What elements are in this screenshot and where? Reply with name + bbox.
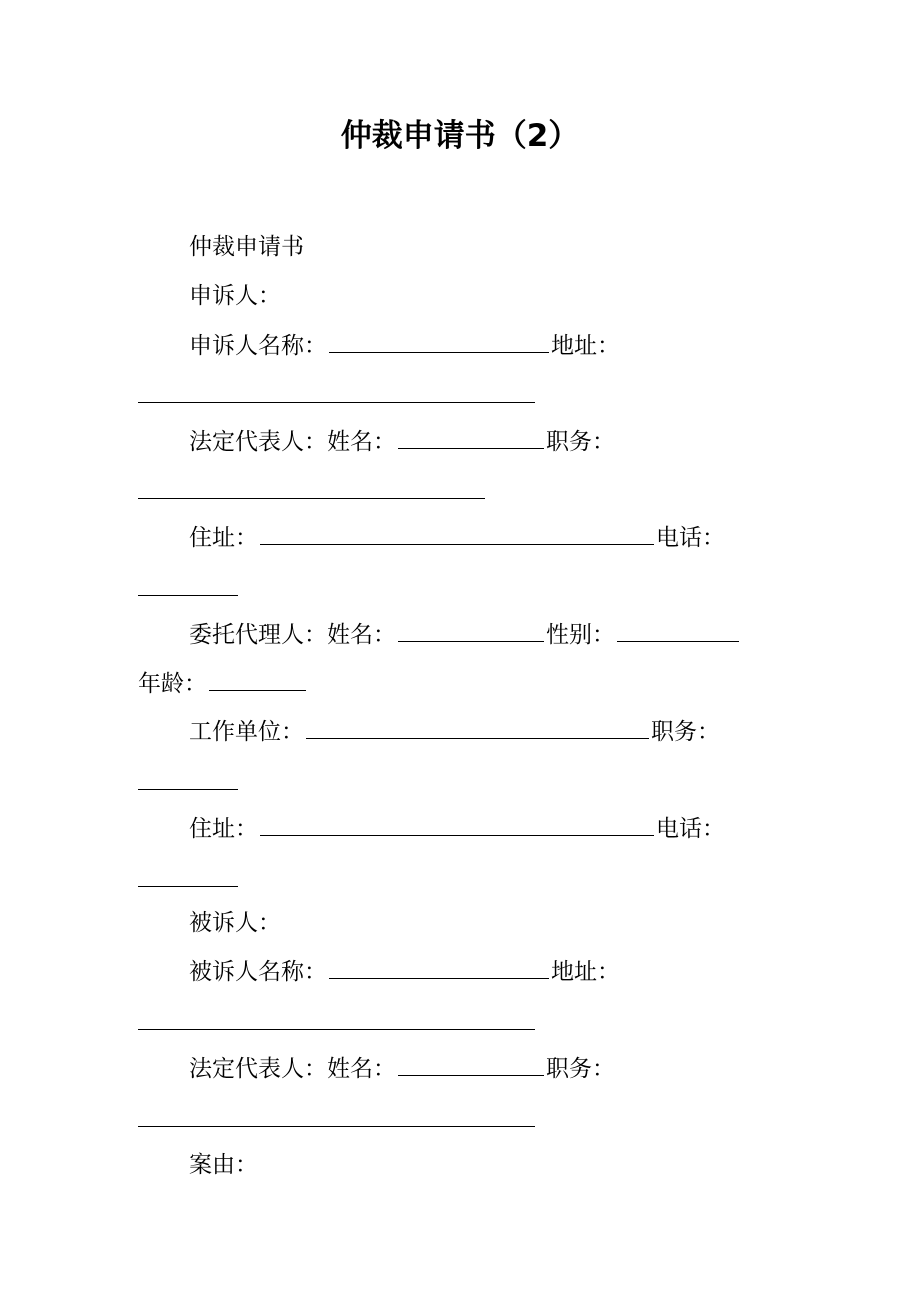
- residence2-label: 住址：: [189, 816, 258, 842]
- residence-row: [189, 522, 725, 553]
- agent-row: [189, 619, 741, 650]
- address-blank[interactable]: [138, 402, 535, 403]
- gender-label: 性别：: [546, 622, 615, 648]
- phone-blank[interactable]: [138, 595, 238, 596]
- workplace-row: [189, 716, 720, 747]
- legal-rep-name-blank[interactable]: [398, 426, 544, 449]
- position2-blank[interactable]: [138, 789, 238, 790]
- heading-text: 仲裁申请书: [189, 234, 304, 260]
- residence2-row: [189, 813, 725, 844]
- workplace-label: 工作单位：: [189, 719, 304, 745]
- residence-blank[interactable]: [260, 522, 654, 545]
- workplace-blank[interactable]: [306, 716, 649, 739]
- complainant-name-label: 申诉人名称：: [189, 333, 327, 359]
- position2-label: 职务：: [651, 719, 720, 745]
- position-label: 职务：: [546, 429, 615, 455]
- respondent-name-row: [189, 956, 620, 987]
- agent-name-blank[interactable]: [398, 619, 544, 642]
- legal-rep2-name-blank[interactable]: [398, 1053, 544, 1076]
- address2-label: 地址：: [551, 959, 620, 985]
- legal-rep2-row: [189, 1053, 615, 1084]
- age-row: [138, 668, 308, 699]
- respondent-label: 被诉人：: [189, 910, 281, 936]
- position-blank[interactable]: [138, 498, 485, 499]
- position3-label: 职务：: [546, 1056, 615, 1082]
- respondent-name-blank[interactable]: [329, 956, 549, 979]
- address2-blank[interactable]: [138, 1029, 535, 1030]
- residence2-blank[interactable]: [260, 813, 654, 836]
- position3-blank[interactable]: [138, 1126, 535, 1127]
- document-title: 仲裁申请书（2）: [340, 118, 580, 154]
- complainant-label: 申诉人：: [189, 283, 281, 309]
- agent-label: 委托代理人：姓名：: [189, 622, 396, 648]
- age-label: 年龄：: [138, 671, 207, 697]
- legal-rep2-label: 法定代表人：姓名：: [189, 1056, 396, 1082]
- residence-label: 住址：: [189, 525, 258, 551]
- legal-rep-row: [189, 426, 615, 457]
- cause-label: 案由：: [189, 1152, 258, 1178]
- phone2-label: 电话：: [656, 816, 725, 842]
- address-label: 地址：: [551, 333, 620, 359]
- age-blank[interactable]: [209, 668, 306, 691]
- complainant-name-row: [189, 330, 620, 361]
- phone-label: 电话：: [656, 525, 725, 551]
- gender-blank[interactable]: [617, 619, 739, 642]
- complainant-name-blank[interactable]: [329, 330, 549, 353]
- phone2-blank[interactable]: [138, 886, 238, 887]
- legal-rep-label: 法定代表人：姓名：: [189, 429, 396, 455]
- respondent-name-label: 被诉人名称：: [189, 959, 327, 985]
